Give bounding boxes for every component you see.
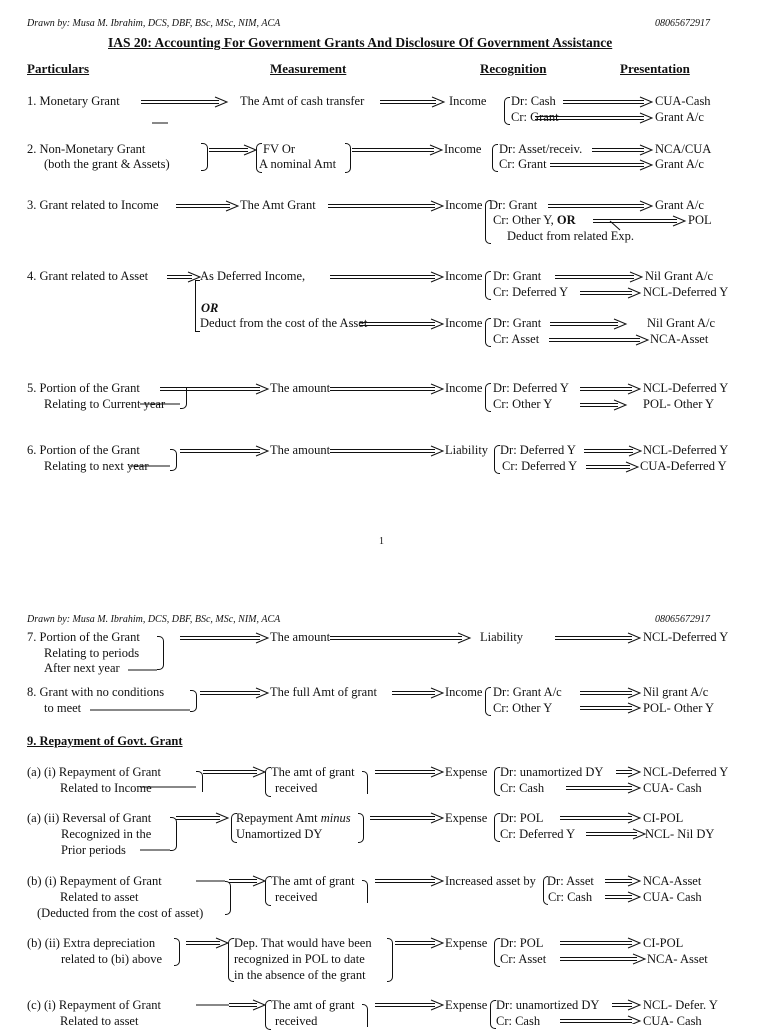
connector-arrow-40 xyxy=(628,813,640,823)
r9aii-minus-text: minus xyxy=(320,811,351,825)
r9ci-measurement-1: The amt of grant xyxy=(271,998,355,1012)
r9aii-measurement-2: Unamortized DY xyxy=(236,827,323,841)
connector-arrow-27 xyxy=(256,633,268,643)
r9ci-particular-1: (c) (i) Repayment of Grant xyxy=(27,998,161,1012)
connector-arrow-22 xyxy=(614,400,626,410)
connector-arrow-34 xyxy=(253,767,265,777)
author-line: Drawn by: Musa M. Ibrahim, DCS, DBF, BSc, MSc, NIM, ACA xyxy=(27,18,281,29)
connector-arrow-36 xyxy=(628,767,640,777)
row8-recognition: Income xyxy=(445,685,483,699)
row2-measurement-2: A nominal Amt xyxy=(259,157,337,171)
row4-entry-brace-1 xyxy=(485,271,491,300)
page-number: 1 xyxy=(379,536,384,547)
r9ai-entry-dr: Dr: unamortized DY xyxy=(500,765,604,779)
row6-presentation-1: NCL-Deferred Y xyxy=(643,443,729,457)
r9bi-measure-brace-right xyxy=(362,880,368,903)
row3-entry-cr xyxy=(493,213,576,228)
row5-entry-brace xyxy=(485,383,491,412)
r9bi-presentation-1: NCA-Asset xyxy=(643,874,702,888)
r9bii-recognition: Expense xyxy=(445,936,488,950)
connector-arrow-35 xyxy=(431,767,443,777)
r9aii-measurement-1 xyxy=(236,811,351,826)
row6-measurement: The amount xyxy=(270,443,331,457)
r9bii-measure-brace-right xyxy=(387,938,393,982)
connector-arrow-0 xyxy=(215,97,227,107)
connector-arrow-37 xyxy=(628,783,640,793)
r9aii-presentation-1: CI-POL xyxy=(643,811,684,825)
connector-arrow-8 xyxy=(226,201,238,211)
r9bi-recognition: Increased asset by xyxy=(445,874,536,888)
connector-arrow-21 xyxy=(628,384,640,394)
r9bii-measurement-2: recognized in POL to date xyxy=(234,952,365,966)
row3-entry-dr: Dr: Grant xyxy=(489,198,538,212)
r9bii-presentation-2: NCA- Asset xyxy=(647,952,708,966)
author-line-2: Drawn by: Musa M. Ibrahim, DCS, DBF, BSc, MSc, NIM, ACA xyxy=(27,614,281,625)
row6-presentation-2: CUA-Deferred Y xyxy=(640,459,727,473)
connector-arrow-6 xyxy=(640,145,652,155)
connector-arrow-47 xyxy=(431,938,443,948)
row5-presentation-1: NCL-Deferred Y xyxy=(643,381,729,395)
connector-arrow-3 xyxy=(640,113,652,123)
r9ai-entry-cr: Cr: Cash xyxy=(500,781,545,795)
row1-particular: 1. Monetary Grant xyxy=(27,94,120,108)
row5-presentation-2: POL- Other Y xyxy=(643,397,715,411)
row4-entry-brace-2 xyxy=(485,318,491,347)
r9ai-presentation-2: CUA- Cash xyxy=(643,781,702,795)
row6-entry-cr: Cr: Deferred Y xyxy=(502,459,578,473)
row8-particular-1: 8. Grant with no conditions xyxy=(27,685,165,699)
row6-particular-1: 6. Portion of the Grant xyxy=(27,443,140,457)
connector-arrow-2 xyxy=(640,97,652,107)
row4-presentation-2: NCL-Deferred Y xyxy=(643,285,729,299)
section9-heading: 9. Repayment of Govt. Grant xyxy=(27,734,183,748)
connector-arrow-53 xyxy=(628,1016,640,1024)
row2-recognition: Income xyxy=(444,142,482,156)
r9bi-particular-2: Related to asset xyxy=(60,890,139,904)
connector-arrow-5 xyxy=(430,145,442,155)
connector-arrow-48 xyxy=(628,938,640,948)
row3-particular: 3. Grant related to Income xyxy=(27,198,159,212)
column-header-recognition: Recognition xyxy=(480,61,547,76)
row2-particular-2: (both the grant & Assets) xyxy=(44,157,170,171)
r9bii-measurement-3: in the absence of the grant xyxy=(234,968,366,982)
row3-recognition: Income xyxy=(445,198,483,212)
r9aii-particular-3: Prior periods xyxy=(61,843,126,857)
r9aii-entry-dr: Dr: POL xyxy=(500,811,544,825)
row2-entry-brace xyxy=(492,144,498,172)
row8-particular-2: to meet xyxy=(44,701,82,715)
row7-recognition: Liability xyxy=(480,630,524,644)
connector-arrow-4 xyxy=(244,145,256,155)
r9aii-presentation-2: NCL- Nil DY xyxy=(645,827,715,841)
connector-arrow-52 xyxy=(628,1000,640,1010)
r9ci-entry-cr: Cr: Cash xyxy=(496,1014,541,1028)
connector-arrow-49 xyxy=(633,954,645,964)
r9aii-measure-brace-right xyxy=(358,813,364,843)
r9ci-particular-2: Related to asset xyxy=(60,1014,139,1028)
connector-arrow-38 xyxy=(216,813,228,823)
r9bii-particular-2: related to (bi) above xyxy=(61,952,162,966)
row6-entry-dr: Dr: Deferred Y xyxy=(500,443,576,457)
phone-number-2: 08065672917 xyxy=(655,614,710,625)
r9ci-measurement-2: received xyxy=(275,1014,318,1028)
row4-entry-dr-1: Dr: Grant xyxy=(493,269,542,283)
row7-presentation: NCL-Deferred Y xyxy=(643,630,729,644)
row5-particular-2: Relating to Current year xyxy=(44,397,166,411)
r9bi-particular-1: (b) (i) Repayment of Grant xyxy=(27,874,162,888)
r9ai-recognition: Expense xyxy=(445,765,488,779)
connector-arrow-51 xyxy=(431,1000,443,1010)
row8-entry-dr: Dr: Grant A/c xyxy=(493,685,562,699)
row5-entry-cr: Cr: Other Y xyxy=(493,397,553,411)
connector-arrow-20 xyxy=(431,384,443,394)
connector-arrow-46 xyxy=(216,938,228,948)
r9bii-presentation-1: CI-POL xyxy=(643,936,684,950)
r9ci-recognition: Expense xyxy=(445,998,488,1012)
row4-particular: 4. Grant related to Asset xyxy=(27,269,149,283)
r9bi-presentation-2: CUA- Cash xyxy=(643,890,702,904)
row4-presentation-3: Nil Grant A/c xyxy=(647,316,716,330)
row1-presentation-2: Grant A/c xyxy=(655,110,704,124)
r9bi-particular-brace xyxy=(225,881,231,915)
row8-presentation-1: Nil grant A/c xyxy=(643,685,709,699)
row1-presentation-1: CUA-Cash xyxy=(655,94,711,108)
connector-arrow-1 xyxy=(432,97,444,107)
connector-arrow-19 xyxy=(256,384,268,394)
connector-arrow-31 xyxy=(431,688,443,698)
connector-arrow-17 xyxy=(614,319,626,329)
connector-arrow-9 xyxy=(431,201,443,211)
r9ai-measurement-1: The amt of grant xyxy=(271,765,355,779)
connector-arrow-10 xyxy=(640,201,652,211)
connector-arrow-42 xyxy=(253,876,265,886)
row7-particular-2: Relating to periods xyxy=(44,646,140,660)
row1-recognition: Income xyxy=(449,94,487,108)
row4-or-text: OR xyxy=(201,301,219,315)
row2-entry-dr: Dr: Asset/receiv. xyxy=(499,142,583,156)
row8-presentation-2: POL- Other Y xyxy=(643,701,715,715)
connector-arrow-39 xyxy=(431,813,443,823)
connector-arrow-7 xyxy=(640,160,652,170)
r9aii-recognition: Expense xyxy=(445,811,488,825)
r9bii-entry-dr: Dr: POL xyxy=(500,936,544,950)
row2-presentation-1: NCA/CUA xyxy=(655,142,712,156)
connector-arrow-14 xyxy=(630,272,642,282)
row2-particular-1: 2. Non-Monetary Grant xyxy=(27,142,146,156)
connector-arrow-23 xyxy=(256,446,268,456)
r9ai-presentation-1: NCL-Deferred Y xyxy=(643,765,729,779)
row3-or-text: OR xyxy=(556,213,576,227)
row4-entry-cr-1: Cr: Deferred Y xyxy=(493,285,569,299)
row3-presentation-1: Grant A/c xyxy=(655,198,704,212)
connector-arrow-15 xyxy=(628,288,640,298)
connector-arrow-33 xyxy=(628,703,640,713)
row1-entry-cr: Cr: Grant xyxy=(511,110,559,124)
connector-arrow-13 xyxy=(431,272,443,282)
r9bi-measurement-2: received xyxy=(275,890,318,904)
row7-particular-3: After next year xyxy=(44,661,120,675)
row3-measurement: The Amt Grant xyxy=(240,198,316,212)
row8-particular-brace xyxy=(190,690,197,712)
row3-entry-cr-text: Cr: Other Y, xyxy=(493,213,557,227)
row5-measurement: The amount xyxy=(270,381,331,395)
connector-arrow-44 xyxy=(628,876,640,886)
row2-entry-cr: Cr: Grant xyxy=(499,157,547,171)
connector-arrow-41 xyxy=(633,829,645,839)
r9ai-measure-brace-right xyxy=(362,771,368,794)
row2-measurement-1: FV Or xyxy=(263,142,296,156)
connector-arrow-29 xyxy=(628,633,640,643)
row3-presentation-2: POL xyxy=(688,213,712,227)
r9ai-particular-2: Related to Income xyxy=(60,781,152,795)
connector-arrow-28 xyxy=(458,633,470,643)
r9bii-entry-cr: Cr: Asset xyxy=(500,952,547,966)
column-header-particulars: Particulars xyxy=(27,61,90,76)
row3-entry-deduct: Deduct from related Exp. xyxy=(507,229,635,243)
r9aii-particular-1: (a) (ii) Reversal of Grant xyxy=(27,811,152,825)
connector-arrow-45 xyxy=(628,892,640,902)
phone-number: 08065672917 xyxy=(655,18,710,29)
row8-entry-cr: Cr: Other Y xyxy=(493,701,553,715)
r9bi-entry-cr: Cr: Cash xyxy=(548,890,593,904)
r9aii-entry-cr: Cr: Deferred Y xyxy=(500,827,576,841)
r9bi-particular-3: (Deducted from the cost of asset) xyxy=(37,906,204,920)
row5-particular-bracket xyxy=(180,388,187,409)
row1-entry-brace xyxy=(504,97,510,125)
row4-measurement-1: As Deferred Income, xyxy=(200,269,306,283)
row5-particular-1: 5. Portion of the Grant xyxy=(27,381,140,395)
column-header-presentation: Presentation xyxy=(620,61,690,76)
row7-measurement: The amount xyxy=(270,630,331,644)
row4-recognition-1: Income xyxy=(445,269,483,283)
row2-measure-brace-right xyxy=(345,143,351,173)
connector-arrow-16 xyxy=(431,319,443,329)
connector-arrow-30 xyxy=(256,688,268,698)
row8-measurement: The full Amt of grant xyxy=(270,685,377,699)
r9ai-particular-bracket xyxy=(196,771,203,792)
column-header-measurement: Measurement xyxy=(270,61,347,76)
r9aii-measurement-text: Repayment Amt xyxy=(236,811,321,825)
row4-entry-dr-2: Dr: Grant xyxy=(493,316,542,330)
r9ai-particular-1: (a) (i) Repayment of Grant xyxy=(27,765,161,779)
r9bi-entry-dr: Dr: Asset xyxy=(547,874,594,888)
row5-recognition: Income xyxy=(445,381,483,395)
r9bii-measurement-1: Dep. That would have been xyxy=(234,936,372,950)
connector-arrow-50 xyxy=(253,1000,265,1010)
row2-particular-brace xyxy=(201,143,208,171)
r9bii-particular-1: (b) (ii) Extra depreciation xyxy=(27,936,156,950)
r9ci-presentation-2: CUA- Cash xyxy=(643,1014,702,1028)
connector-arrow-32 xyxy=(628,688,640,698)
connector-arrow-11 xyxy=(673,216,685,226)
row4-measurement-2: Deduct from the cost of the Asset xyxy=(200,316,368,330)
row4-recognition-2: Income xyxy=(445,316,483,330)
r9ci-entry-dr: Dr: unamortized DY xyxy=(496,998,600,1012)
r9ci-presentation-1: NCL- Defer. Y xyxy=(643,998,718,1012)
row4-presentation-1: Nil Grant A/c xyxy=(645,269,714,283)
page-title: IAS 20: Accounting For Government Grants And Disclosure Of Government Assistance xyxy=(108,35,613,50)
r9ai-measurement-2: received xyxy=(275,781,318,795)
row6-recognition: Liability xyxy=(445,443,489,457)
row1-measurement: The Amt of cash transfer xyxy=(240,94,365,108)
row5-entry-dr: Dr: Deferred Y xyxy=(493,381,569,395)
row1-entry-dr: Dr: Cash xyxy=(511,94,556,108)
connector-arrow-18 xyxy=(636,335,648,345)
row2-presentation-2: Grant A/c xyxy=(655,157,704,171)
row4-entry-cr-2: Cr: Asset xyxy=(493,332,540,346)
r9aii-particular-brace xyxy=(170,817,177,851)
row7-particular-brace xyxy=(157,636,164,670)
connector-arrow-43 xyxy=(431,876,443,886)
row7-particular-1: 7. Portion of the Grant xyxy=(27,630,140,644)
row6-particular-brace xyxy=(170,449,177,471)
r9aii-particular-2: Recognized in the xyxy=(61,827,152,841)
row6-particular-2: Relating to next year xyxy=(44,459,149,473)
row4-presentation-4: NCA-Asset xyxy=(650,332,709,346)
r9bii-particular-brace xyxy=(174,938,180,966)
r9bi-measurement-1: The amt of grant xyxy=(271,874,355,888)
connector-arrow-24 xyxy=(431,446,443,456)
connector-arrow-26 xyxy=(626,462,638,472)
row8-entry-brace xyxy=(485,687,491,716)
connector-arrow-25 xyxy=(629,446,641,456)
